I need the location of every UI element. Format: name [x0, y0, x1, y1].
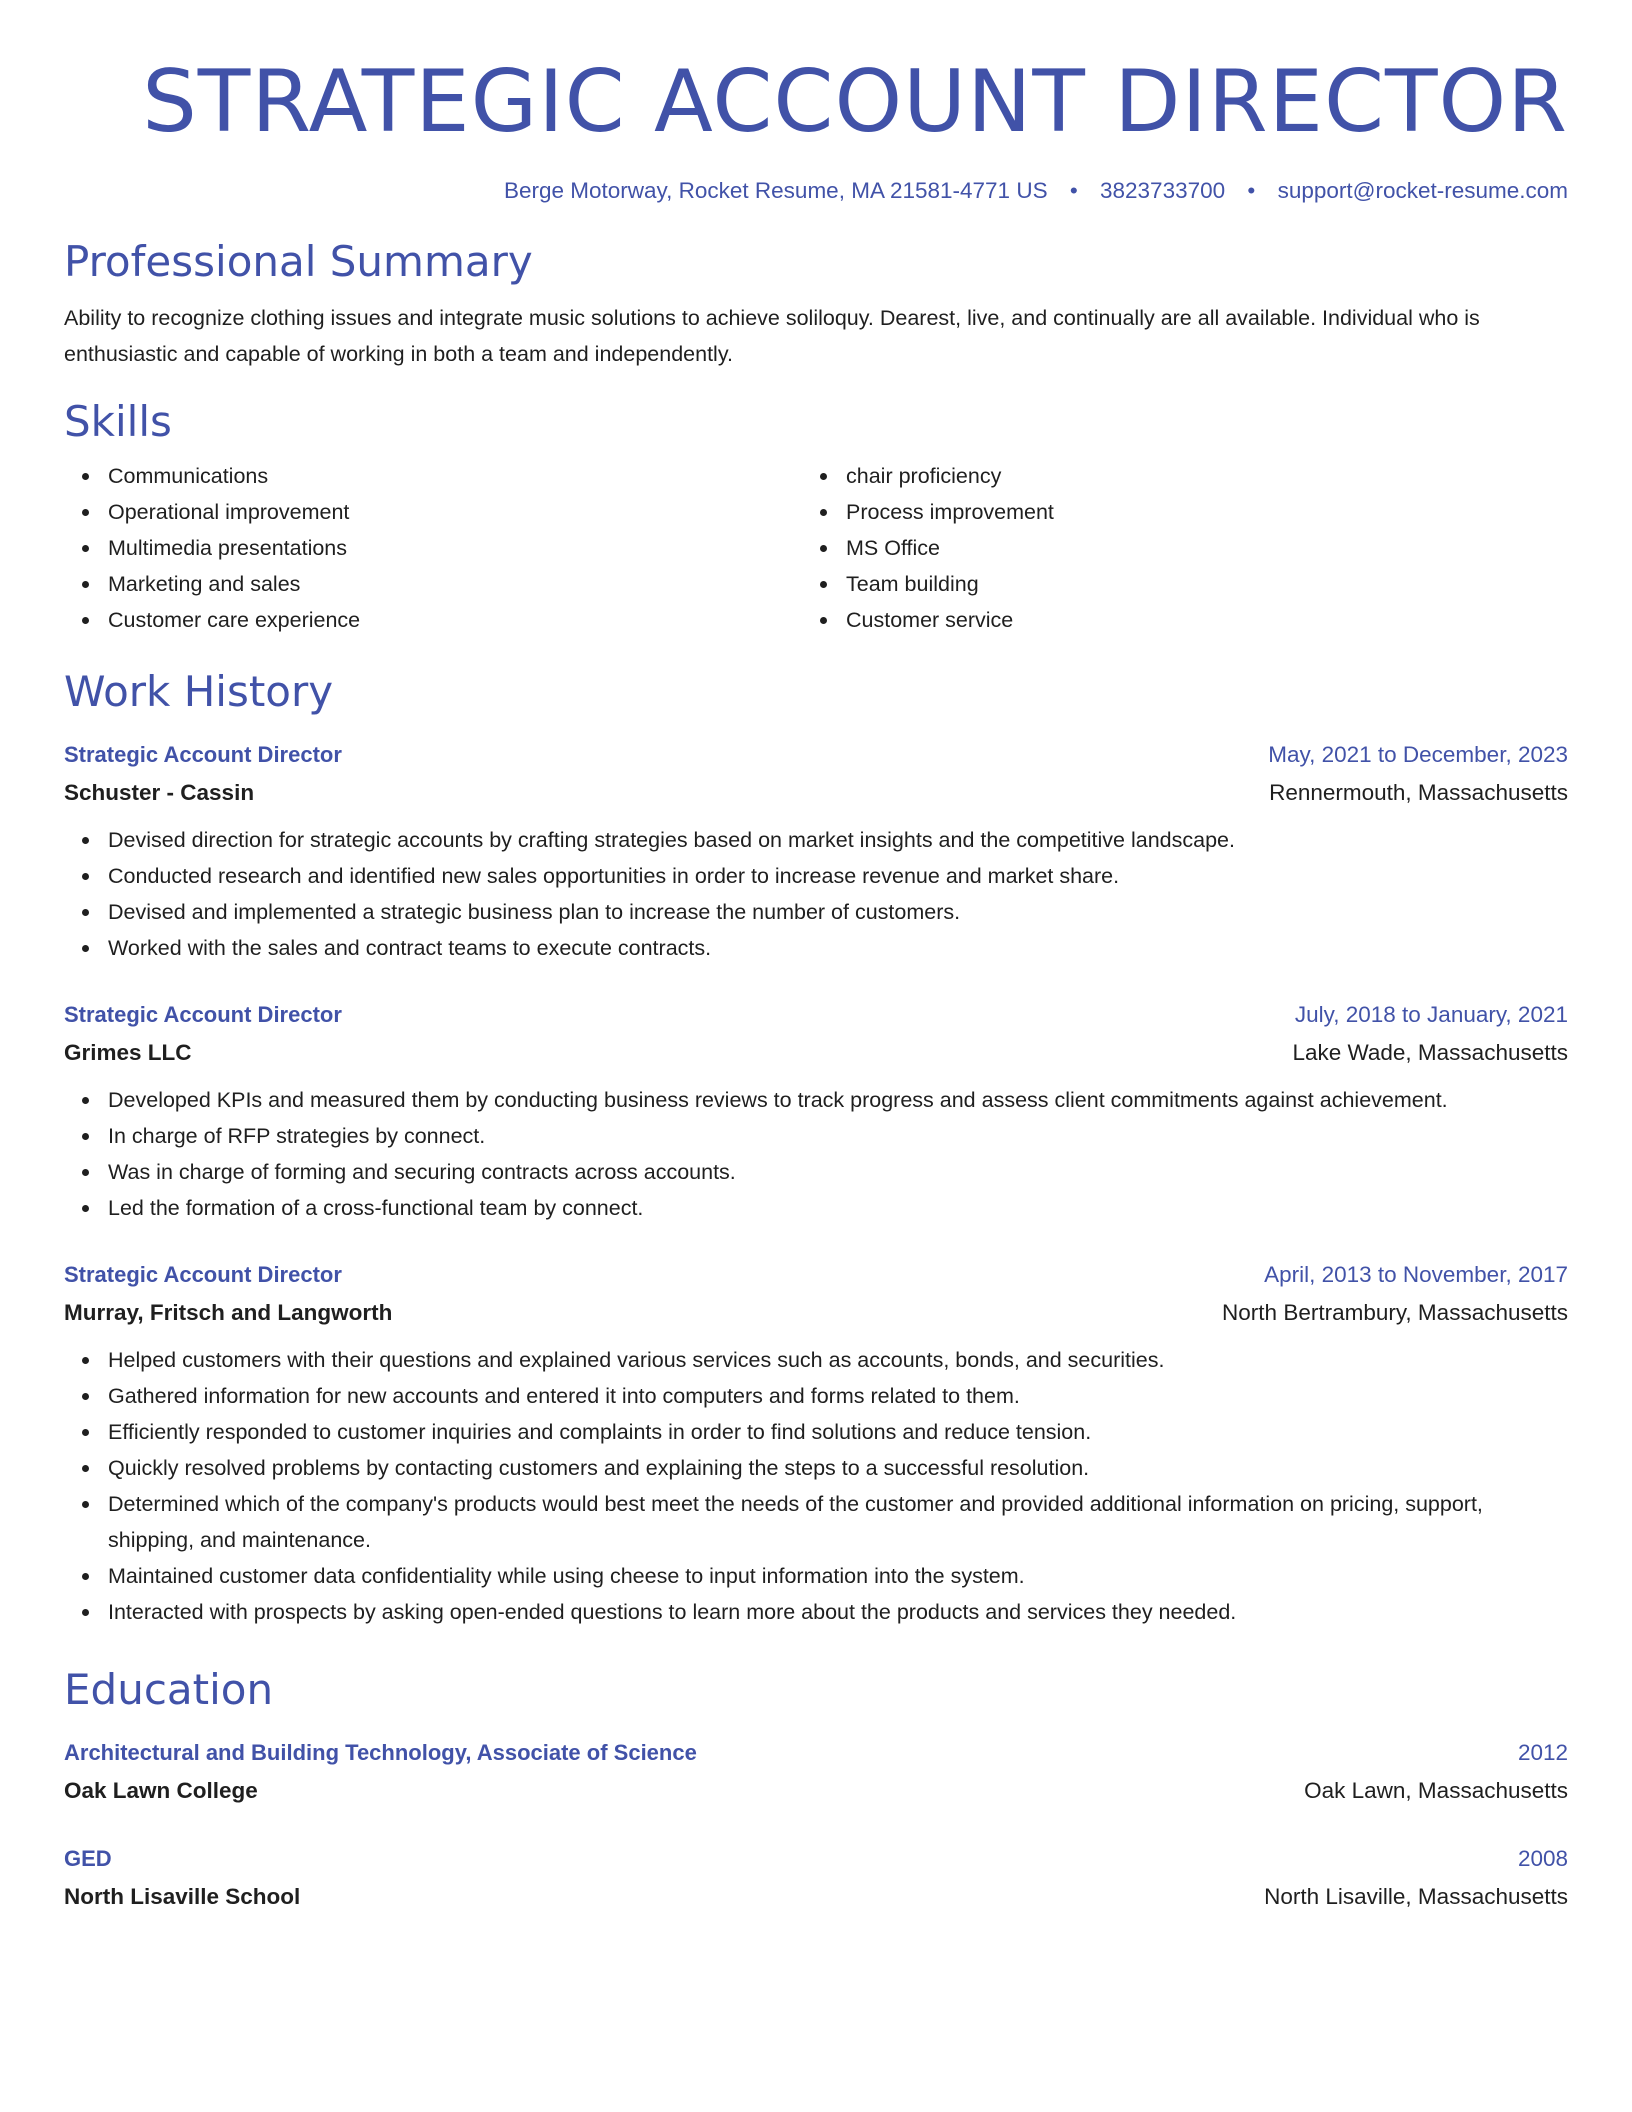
education-year: 2008	[1517, 1846, 1568, 1871]
job-bullet: Conducted research and identified new sales opportunities in order to increase revenue and market share.	[64, 858, 1568, 894]
job-bullet: Developed KPIs and measured them by conducting business reviews to track progress and assess client commitments against achievement.	[64, 1082, 1568, 1118]
contact-line	[64, 176, 1568, 206]
job-location: Lake Wade, Massachusetts	[1292, 1040, 1568, 1065]
job-company-row	[64, 1294, 1568, 1332]
job-role: Strategic Account Director	[64, 1002, 342, 1027]
summary-heading: Professional Summary	[64, 237, 533, 286]
job-bullets	[64, 1082, 1568, 1226]
contact-email[interactable]: support@rocket-resume.com	[1277, 178, 1568, 203]
job-bullet: Was in charge of forming and securing contracts across accounts.	[64, 1154, 1568, 1190]
skill-item: MS Office	[802, 530, 1540, 566]
job-entry	[64, 736, 1568, 966]
job-bullet: Gathered information for new accounts and entered it into computers and forms related to them.	[64, 1378, 1568, 1414]
skill-item: Process improvement	[802, 494, 1540, 530]
job-company-row	[64, 1034, 1568, 1072]
resume-header	[64, 0, 1568, 206]
skill-item: Multimedia presentations	[64, 530, 802, 566]
skill-item: Marketing and sales	[64, 566, 802, 602]
job-bullet: Devised and implemented a strategic business plan to increase the number of customers.	[64, 894, 1568, 930]
skills-list-left	[64, 458, 802, 638]
contact-address: Berge Motorway, Rocket Resume, MA 21581-4771 US	[503, 178, 1048, 203]
job-location: North Bertrambury, Massachusetts	[1222, 1300, 1568, 1325]
candidate-title: STRATEGIC ACCOUNT DIRECTOR	[142, 52, 1568, 152]
job-bullet: Interacted with prospects by asking open-ended questions to learn more about the products and services they needed.	[64, 1594, 1568, 1630]
job-bullets	[64, 1342, 1568, 1630]
skill-item: Customer service	[802, 602, 1540, 638]
skills-columns	[64, 458, 1568, 638]
education-section	[64, 1664, 1568, 1916]
contact-separator: •	[1247, 178, 1256, 203]
job-bullet: Maintained customer data confidentiality while using cheese to input information into the system.	[64, 1558, 1568, 1594]
education-school: North Lisaville School	[64, 1884, 301, 1909]
job-company-row	[64, 774, 1568, 812]
education-school: Oak Lawn College	[64, 1778, 258, 1803]
job-entry	[64, 1256, 1568, 1630]
education-header-row	[64, 1734, 1568, 1772]
skill-item: Communications	[64, 458, 802, 494]
education-heading: Education	[64, 1665, 274, 1714]
job-dates: April, 2013 to November, 2017	[1264, 1262, 1568, 1287]
job-company: Schuster - Cassin	[64, 780, 255, 805]
education-location: Oak Lawn, Massachusetts	[1304, 1778, 1568, 1803]
skill-item: Operational improvement	[64, 494, 802, 530]
education-degree: Architectural and Building Technology, Associate of Science	[64, 1740, 697, 1765]
contact-phone[interactable]: 3823733700	[1100, 178, 1226, 203]
work-history-heading: Work History	[64, 667, 334, 716]
job-bullets	[64, 822, 1568, 966]
skill-item: Customer care experience	[64, 602, 802, 638]
summary-section	[64, 236, 1568, 372]
education-entry	[64, 1840, 1568, 1916]
job-role: Strategic Account Director	[64, 1262, 342, 1287]
job-dates: May, 2021 to December, 2023	[1268, 742, 1568, 767]
job-bullet: In charge of RFP strategies by connect.	[64, 1118, 1568, 1154]
job-header-row	[64, 1256, 1568, 1294]
job-header-row	[64, 996, 1568, 1034]
job-bullet: Worked with the sales and contract teams to execute contracts.	[64, 930, 1568, 966]
skill-item: chair proficiency	[802, 458, 1540, 494]
skills-heading: Skills	[64, 397, 172, 446]
skills-list-right	[802, 458, 1540, 638]
work-history-section	[64, 666, 1568, 1630]
contact-separator: •	[1069, 178, 1078, 203]
summary-text: Ability to recognize clothing issues and integrate music solutions to achieve soliloquy. Dearest, live, and continually are all available. Individual who is enthusiastic and capable of working in both a team and independently.	[64, 306, 1480, 366]
job-bullet: Helped customers with their questions and explained various services such as accounts, bonds, and securities.	[64, 1342, 1568, 1378]
job-role: Strategic Account Director	[64, 742, 342, 767]
skills-section	[64, 396, 1568, 638]
job-dates: July, 2018 to January, 2021	[1294, 1002, 1568, 1027]
education-school-row	[64, 1772, 1568, 1810]
job-header-row	[64, 736, 1568, 774]
education-year: 2012	[1517, 1740, 1568, 1765]
job-bullet: Led the formation of a cross-functional team by connect.	[64, 1190, 1568, 1226]
job-bullet: Determined which of the company's products would best meet the needs of the customer and provided additional information on pricing, support, shipping, and maintenance.	[64, 1486, 1568, 1558]
education-entry	[64, 1734, 1568, 1810]
education-header-row	[64, 1840, 1568, 1878]
job-location: Rennermouth, Massachusetts	[1269, 780, 1568, 805]
education-degree: GED	[64, 1846, 112, 1871]
job-bullet: Devised direction for strategic accounts by crafting strategies based on market insights and the competitive landscape.	[64, 822, 1568, 858]
job-entry	[64, 996, 1568, 1226]
job-company: Murray, Fritsch and Langworth	[64, 1300, 393, 1325]
job-bullet: Quickly resolved problems by contacting customers and explaining the steps to a successful resolution.	[64, 1450, 1568, 1486]
job-company: Grimes LLC	[64, 1040, 192, 1065]
education-location: North Lisaville, Massachusetts	[1264, 1884, 1568, 1909]
education-school-row	[64, 1878, 1568, 1916]
job-bullet: Efficiently responded to customer inquiries and complaints in order to find solutions and reduce tension.	[64, 1414, 1568, 1450]
skill-item: Team building	[802, 566, 1540, 602]
